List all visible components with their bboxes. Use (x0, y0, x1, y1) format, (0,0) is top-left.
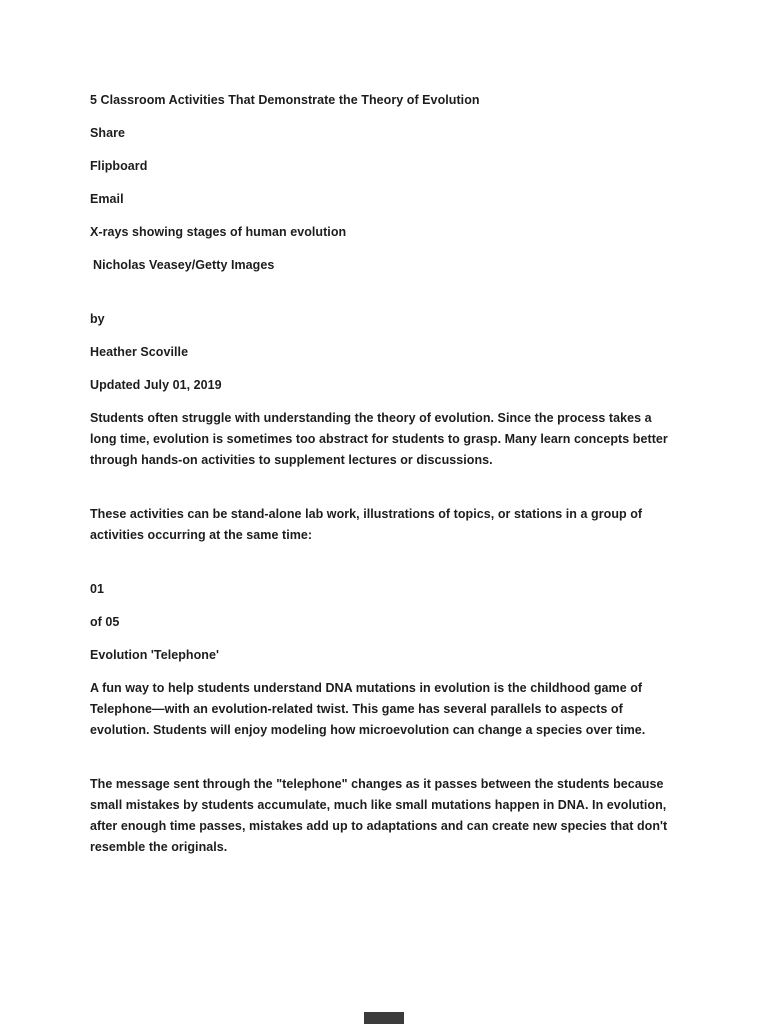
byline-prefix: by (90, 312, 105, 326)
section-heading: Evolution 'Telephone' (90, 648, 219, 662)
section-paragraph-2: The message sent through the "telephone" changes as it passes between the students because small mistakes by students accumulate, much like small mutations happen in DNA. In evolution, after enough time passes, mistakes add up to adaptations and can create new species that don't resemble the originals. (90, 777, 668, 854)
next-page-edge (364, 1012, 404, 1024)
article-title: 5 Classroom Activities That Demonstrate the Theory of Evolution (90, 93, 480, 107)
share-action-label: Share (90, 126, 125, 140)
intro-paragraph-2: These activities can be stand-alone lab work, illustrations of topics, or stations in a group of activities occurring at the same time: (90, 507, 643, 542)
email-action-label: Email (90, 192, 124, 206)
author-name: Heather Scoville (90, 345, 189, 359)
flipboard-action-label: Flipboard (90, 159, 148, 173)
image-caption: X-rays showing stages of human evolution (90, 225, 347, 239)
intro-paragraph-1: Students often struggle with understanding the theory of evolution. Since the process takes a long time, evolution is sometimes too abstract for students to grasp. Many learn concepts better through hands-on activities to supplement lectures or discussions. (90, 411, 668, 467)
section-index: 01 (90, 582, 105, 596)
section-of-total: of 05 (90, 615, 120, 629)
image-credit: Nicholas Veasey/Getty Images (93, 258, 275, 272)
section-paragraph-1: A fun way to help students understand DNA mutations in evolution is the childhood game of Telephone—with an evolution-related twist. This game has several parallels to aspects of evolution. Students will enjoy modeling how microevolution can change a species over time. (90, 681, 646, 737)
updated-date: Updated July 01, 2019 (90, 378, 222, 392)
